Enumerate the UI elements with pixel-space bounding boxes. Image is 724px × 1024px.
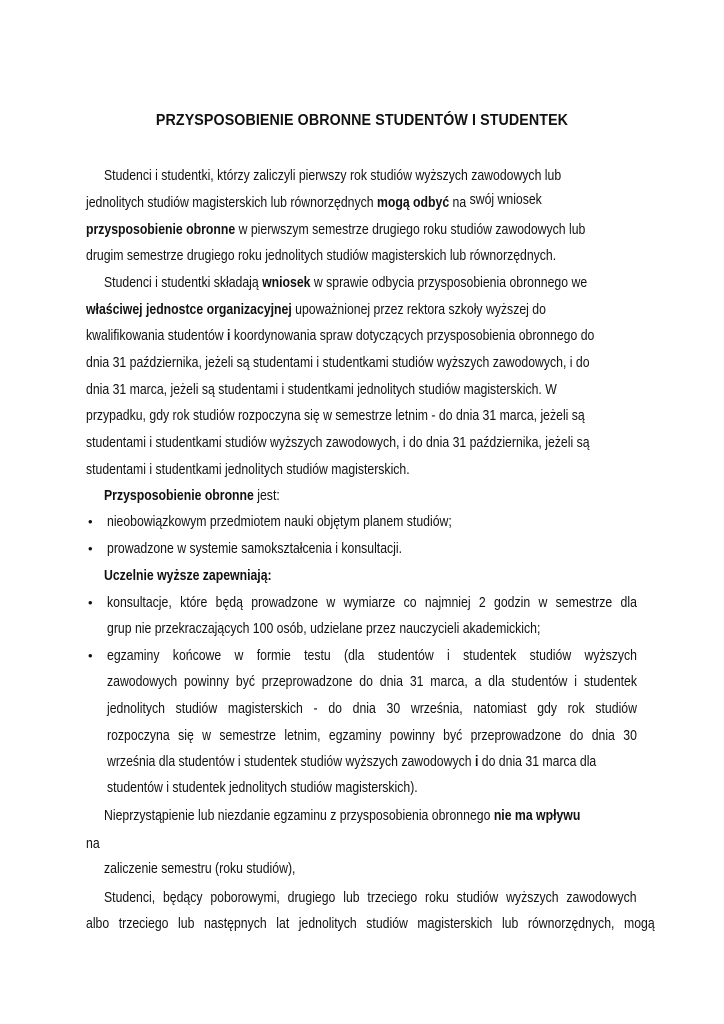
po-item-2: prowadzone w systemie samokształcenia i konsultacji.	[107, 541, 403, 557]
word: najmniej	[424, 595, 471, 611]
word: egzaminy	[107, 648, 160, 664]
word: następnych	[203, 916, 267, 932]
word: być	[235, 674, 255, 690]
word: a	[474, 674, 482, 690]
word: jednolitych	[107, 701, 165, 717]
word: wymiarze	[343, 595, 396, 611]
word: magisterskich	[417, 916, 493, 932]
word: dnia	[379, 674, 403, 690]
word: zawodowych	[107, 674, 178, 690]
word: w	[326, 595, 336, 611]
word: w	[234, 648, 244, 664]
word: dla	[620, 595, 637, 611]
para4-line2	[86, 914, 655, 934]
word: lub	[501, 916, 519, 932]
word: studentów	[511, 674, 568, 690]
word: trzeciego	[118, 916, 169, 932]
para4-line1	[104, 888, 637, 908]
text: kwalifikowania studentów	[86, 328, 228, 344]
bold-text: nie ma wpływu	[493, 808, 581, 824]
word: dnia	[352, 701, 376, 717]
word: egzaminy	[328, 728, 382, 744]
word: (dla	[344, 648, 365, 664]
po-heading	[104, 486, 280, 506]
word: będą	[215, 595, 243, 611]
word: semestrze	[219, 728, 276, 744]
word: wyższych	[506, 890, 559, 906]
bullet-icon: •	[88, 595, 93, 610]
text: Studenci i studentki składają	[104, 275, 263, 291]
word: do	[569, 728, 584, 744]
bold-text: i	[474, 754, 479, 770]
bold-text: i	[227, 328, 231, 344]
uczelnie-heading	[104, 566, 272, 586]
word: przeprowadzone	[261, 674, 353, 690]
word: być	[443, 728, 463, 744]
word: rok	[567, 701, 585, 717]
word: semestrze	[555, 595, 613, 611]
word: 2	[478, 595, 486, 611]
bullet-icon: •	[88, 514, 93, 529]
word: 31	[409, 674, 424, 690]
word: magisterskich	[227, 701, 303, 717]
word: lub	[178, 916, 195, 932]
word: lub	[343, 890, 360, 906]
bold-text: Uczelnie wyższe zapewniają:	[104, 568, 272, 584]
word: marca,	[430, 674, 468, 690]
word: września,	[410, 701, 463, 717]
word: powinny	[389, 728, 435, 744]
word: w	[538, 595, 548, 611]
word: studiów	[366, 916, 408, 932]
word: letnim,	[284, 728, 321, 744]
word: konsultacje,	[107, 595, 172, 611]
word: co	[403, 595, 417, 611]
u-item2-line2	[107, 672, 637, 692]
bold-text: właściwej jednostce organizacyjnej	[86, 302, 292, 318]
word: roku	[424, 890, 449, 906]
para1-line3	[86, 220, 585, 240]
para2-line2	[86, 300, 546, 320]
u-item1-line1	[107, 593, 637, 613]
u-item2-line3	[107, 699, 637, 719]
word: albo	[86, 916, 110, 932]
word: do	[359, 674, 373, 690]
bold-text: Przysposobienie obronne	[104, 488, 254, 504]
para2-line8: studentami i studentkami jednolitych studiów magisterskich.	[86, 462, 410, 478]
u-item1-line2: grup nie przekraczających 100 osób, udzielane przez nauczycieli akademickich;	[107, 621, 541, 637]
word: trzeciego	[367, 890, 418, 906]
text: na	[449, 195, 470, 211]
word: w	[202, 728, 212, 744]
para1-line2	[86, 193, 542, 213]
word: się	[178, 728, 194, 744]
bullet-icon: •	[88, 648, 93, 663]
u-item2-line6: studentów i studentek jednolitych studiów magisterskich).	[107, 780, 418, 796]
text: swój wniosek	[469, 192, 542, 208]
po-item-1: nieobowiązkowym przedmiotem nauki objętym planem studiów;	[107, 514, 452, 530]
word: 30	[386, 701, 401, 717]
para2-line4: dnia 31 października, jeżeli są studentami i studentkami studiów wyższych zawodowych, i do	[86, 355, 590, 371]
word: powinny	[184, 674, 230, 690]
text: września dla studentów i studentek studiów wyższych zawodowych	[107, 754, 475, 770]
u-item2-line1	[107, 646, 637, 666]
word: -	[313, 701, 318, 717]
text: do dnia 31 marca dla	[478, 754, 597, 770]
word: studentek	[463, 648, 517, 664]
text: koordynowania spraw dotyczących przysposobienia obronnego do	[230, 328, 595, 344]
word: poborowymi,	[210, 890, 280, 906]
text: w pierwszym semestrze drugiego roku studiów zawodowych lub	[235, 222, 586, 238]
para2-line1	[104, 273, 587, 293]
word: godzin	[494, 595, 531, 611]
bullet-icon: •	[88, 541, 93, 556]
word: i	[574, 674, 577, 690]
word: dla	[488, 674, 505, 690]
word: które	[180, 595, 208, 611]
word: równorzędnych,	[527, 916, 615, 932]
word: wyższych	[584, 648, 637, 664]
word: natomiast	[473, 701, 527, 717]
word: rozpoczyna	[107, 728, 170, 744]
text: w sprawie odbycia przysposobienia obronnego we	[310, 275, 588, 291]
word: Studenci,	[104, 890, 156, 906]
word: studentów	[377, 648, 434, 664]
word: 30	[623, 728, 637, 744]
word: testu	[304, 648, 331, 664]
text: Nieprzystąpienie lub niezdanie egzaminu z przysposobienia obronnego	[104, 808, 494, 824]
word: studiów	[595, 701, 637, 717]
text: upoważnionej przez rektora szkoły wyższej do	[291, 302, 546, 318]
para2-line6: przypadku, gdy rok studiów rozpoczyna się w semestrze letnim - do dnia 31 marca, jeżeli są	[86, 408, 585, 424]
para3-line2: na	[86, 836, 100, 852]
para3-line1	[104, 806, 580, 826]
word: studiów	[175, 701, 218, 717]
word: studentek	[583, 674, 638, 690]
word: końcowe	[172, 648, 222, 664]
document-title: PRZYSPOSOBIENIE OBRONNE STUDENTÓW I STUDENTEK	[155, 112, 569, 129]
word: studiów	[456, 890, 499, 906]
word: gdy	[537, 701, 557, 717]
para1-line1: Studenci i studentki, którzy zaliczyli pierwszy rok studiów wyższych zawodowych lub	[104, 168, 562, 184]
para2-line7: studentami i studentkami studiów wyższych zawodowych, i do dnia 31 października, jeżeli są	[86, 435, 590, 451]
bold-text: przysposobienie obronne	[86, 222, 236, 238]
word: do	[328, 701, 342, 717]
word: zawodowych	[566, 890, 637, 906]
word: formie	[256, 648, 291, 664]
word: mogą	[623, 916, 655, 932]
para3-line3: zaliczenie semestru (roku studiów),	[104, 861, 296, 877]
word: prowadzone	[251, 595, 319, 611]
word: przeprowadzone	[470, 728, 562, 744]
word: lat	[276, 916, 290, 932]
word: studiów	[529, 648, 572, 664]
text: jest:	[253, 488, 280, 504]
word: drugiego	[287, 890, 336, 906]
word: i	[447, 648, 450, 664]
word: dnia	[591, 728, 615, 744]
para1-line4: drugim semestrze drugiego roku jednolitych studiów magisterskich lub równorzędnych.	[86, 248, 557, 264]
word: będący	[162, 890, 203, 906]
word: jednolitych	[298, 916, 357, 932]
u-item2-line4	[107, 726, 637, 746]
bold-text: wniosek	[262, 275, 311, 291]
bold-text: mogą odbyć	[376, 195, 450, 211]
u-item2-line5	[107, 752, 596, 772]
para2-line5: dnia 31 marca, jeżeli są studentami i studentkami jednolitych studiów magisterskich. W	[86, 382, 557, 398]
text: jednolitych studiów magisterskich lub równorzędnych	[86, 195, 377, 211]
para2-line3	[86, 326, 594, 346]
